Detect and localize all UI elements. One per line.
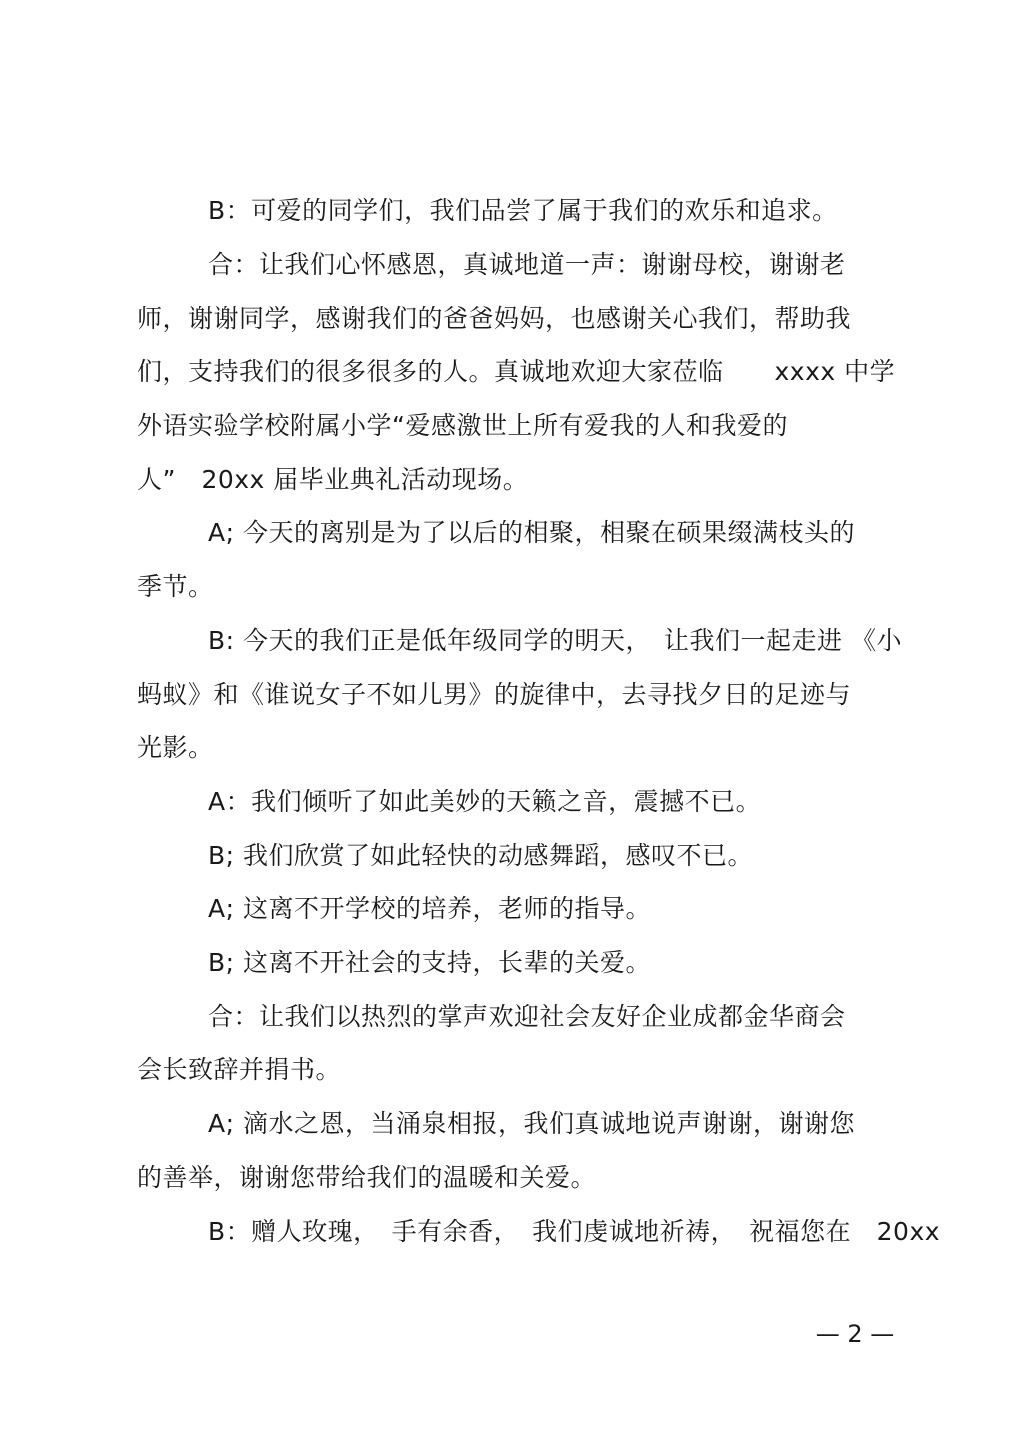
text-line: 光影。 bbox=[137, 733, 214, 762]
text-line: A：我们倾听了如此美妙的天籁之音，震撼不已。 bbox=[208, 787, 762, 816]
text-line: B; 这离不开社会的支持，长辈的关爱。 bbox=[208, 948, 652, 977]
text-line: A; 今天的离别是为了以后的相聚，相聚在硕果缀满枝头的 bbox=[208, 518, 855, 547]
text-line: B：可爱的同学们，我们品尝了属于我们的欢乐和追求。 bbox=[208, 196, 838, 225]
text-line: B：赠人玫瑰， 手有余香， 我们虔诚地祈祷， 祝福您在 20xx bbox=[208, 1217, 941, 1246]
text-line: 合：让我们以热烈的掌声欢迎社会友好企业成都金华商会 bbox=[208, 1002, 846, 1031]
text-line: 蚂蚁》和《谁说女子不如儿男》的旋律中，去寻找夕日的足迹与 bbox=[137, 680, 852, 709]
text-line: A; 这离不开学校的培养，老师的指导。 bbox=[208, 894, 651, 923]
text-line: 师，谢谢同学，感谢我们的爸爸妈妈，也感谢关心我们，帮助我 bbox=[137, 304, 852, 333]
text-line: 季节。 bbox=[137, 572, 214, 601]
text-line: 合：让我们心怀感恩，真诚地道一声：谢谢母校，谢谢老 bbox=[208, 250, 846, 279]
text-line: 会长致辞并捐书。 bbox=[137, 1055, 342, 1084]
text-line: 的善举，谢谢您带给我们的温暖和关爱。 bbox=[137, 1163, 597, 1192]
text-line: A; 滴水之恩，当涌泉相报，我们真诚地说声谢谢，谢谢您 bbox=[208, 1109, 855, 1138]
text-line: B: 今天的我们正是低年级同学的明天， 让我们一起走进 《小 bbox=[208, 626, 902, 655]
text-line: B; 我们欣赏了如此轻快的动感舞蹈，感叹不已。 bbox=[208, 841, 754, 870]
text-line: 人” 20xx 届毕业典礼活动现场。 bbox=[137, 465, 529, 494]
page-number: — 2 — bbox=[815, 1320, 895, 1348]
text-line: 们，支持我们的很多很多的人。真诚地欢迎大家莅临 xxxx 中学 bbox=[137, 357, 896, 386]
text-line: 外语实验学校附属小学“爱感激世上所有爱我的人和我爱的 bbox=[137, 411, 788, 440]
